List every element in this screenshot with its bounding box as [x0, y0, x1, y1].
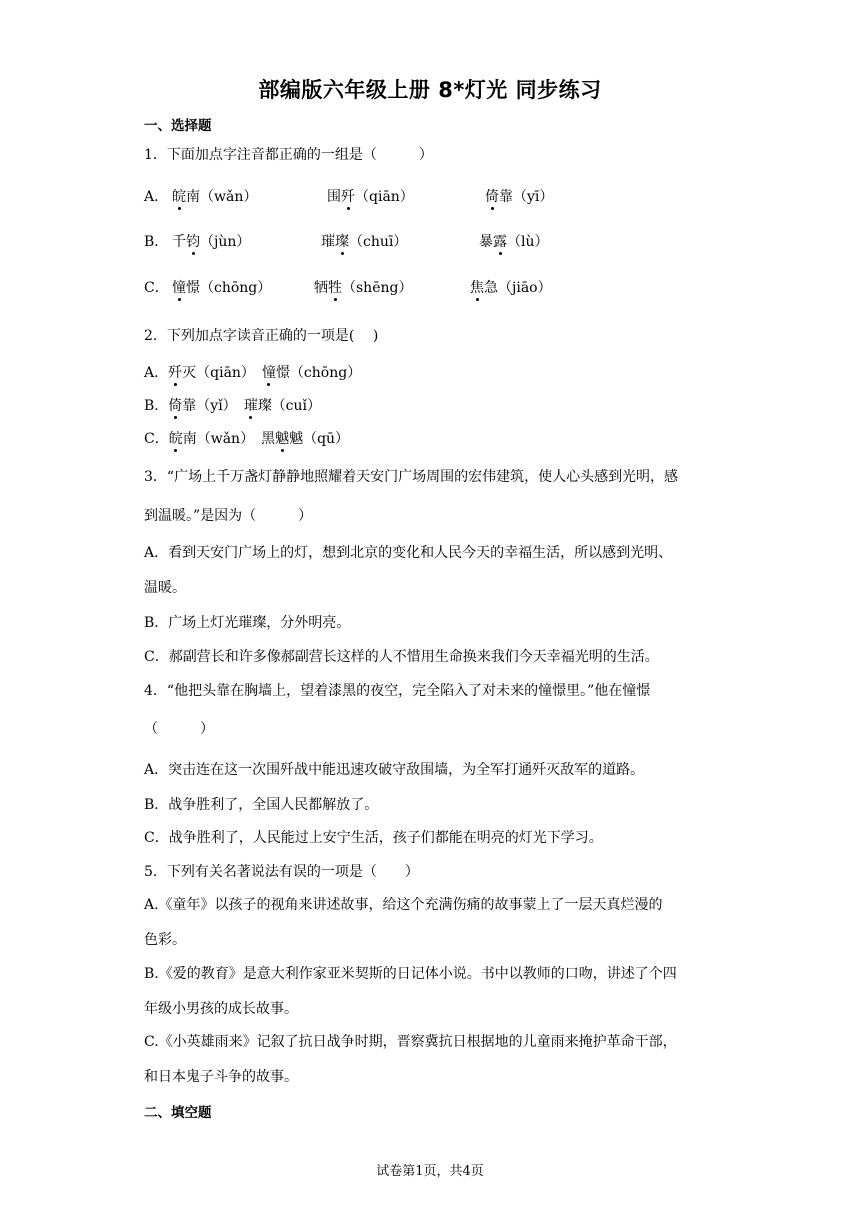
option-item	[314, 278, 412, 298]
option-label: C．	[144, 280, 169, 296]
option-item	[172, 278, 271, 298]
dotted-char: 歼	[168, 365, 183, 381]
question-3-option-b: B．广场上灯光璀璨，分外明亮。	[144, 615, 351, 631]
dotted-char: 魆	[275, 431, 290, 447]
option-text: 黑	[261, 431, 276, 447]
dotted-char: 璨	[335, 234, 349, 250]
dotted-char: 憧	[172, 280, 186, 296]
option-text: 千	[172, 234, 186, 250]
option-text: 牺	[314, 280, 328, 296]
question-1-stem: 1．下面加点字注音都正确的一组是（ ）	[144, 147, 433, 163]
option-label: A．	[144, 365, 169, 381]
question-4-stem-line-2: （ ）	[144, 721, 214, 737]
option-text: 靠（yī）	[499, 189, 554, 205]
dotted-char: 钧	[186, 234, 200, 250]
dotted-char: 倚	[485, 189, 499, 205]
question-5-option-a-line-2: 色彩。	[144, 932, 186, 948]
option-text: 南（wǎn）	[186, 189, 258, 205]
option-item	[172, 232, 250, 252]
option-text: 憬（chōng）	[275, 365, 362, 381]
question-2-option-b	[144, 396, 321, 416]
question-5-option-c-line-1: C.《小英雄雨来》记叙了抗日战争时期，晋察冀抗日根据地的儿童雨来掩护革命干部，	[144, 1034, 677, 1050]
option-text: 璨（cuǐ）	[257, 398, 322, 414]
option-label: A．	[144, 189, 169, 205]
question-4-stem-line-1: 4．“他把头靠在胸墙上，望着漆黑的夜空，完全陷入了对未来的憧憬里。”他在憧憬	[144, 683, 651, 699]
question-2-option-a	[144, 363, 361, 383]
option-text: 围	[327, 189, 341, 205]
question-2-option-c	[144, 429, 349, 449]
dotted-char: 牲	[328, 280, 342, 296]
dotted-char: 歼	[341, 189, 355, 205]
question-5-option-b-line-2: 年级小男孩的成长故事。	[144, 1001, 298, 1017]
question-3-option-c: C．郝副营长和许多像郝副营长这样的人不惜用生命换来我们今天幸福光明的生活。	[144, 649, 659, 665]
option-text: 璀	[321, 234, 335, 250]
question-4-option-a: A．突击连在这一次围歼战中能迅速攻破守敌围墙，为全军打通歼灭敌军的道路。	[144, 762, 645, 778]
question-2-stem: 2．下列加点字读音正确的一项是( )	[144, 328, 379, 344]
option-text: 憬（chōng）	[186, 280, 272, 296]
question-4-option-c: C．战争胜利了，人民能过上安宁生活，孩子们都能在明亮的灯光下学习。	[144, 830, 603, 846]
page-footer: 试卷第1页，共4页	[376, 1164, 484, 1179]
option-text: 灭（qiān）	[182, 365, 248, 381]
option-text: 暴	[479, 234, 493, 250]
question-4-option-b: B．战争胜利了，全国人民都解放了。	[144, 797, 379, 813]
option-text: 急（jiāo）	[484, 280, 552, 296]
option-item	[327, 187, 414, 207]
dotted-char: 皖	[172, 189, 186, 205]
question-3-stem-line-2: 到温暖。”是因为（ ）	[144, 508, 313, 524]
question-3-option-a-line-2: 温暖。	[144, 580, 186, 596]
option-item	[479, 232, 549, 252]
option-label: C．	[144, 431, 169, 447]
dotted-char: 倚	[168, 398, 183, 414]
option-item	[485, 187, 553, 207]
option-text: （shēng）	[342, 280, 413, 296]
dotted-char: 焦	[470, 280, 484, 296]
option-label: B．	[144, 234, 169, 250]
question-3-option-a-line-1: A．看到天安门广场上的灯，想到北京的变化和人民今天的幸福生活，所以感到光明、	[144, 545, 673, 561]
option-text: （jùn）	[200, 234, 251, 250]
option-label: B．	[144, 398, 169, 414]
section-heading-fill: 二、填空题	[144, 1105, 212, 1121]
question-3-stem-line-1: 3．“广场上千万盏灯静静地照耀着天安门广场周围的宏伟建筑，使人心头感到光明，感	[144, 469, 679, 485]
question-5-option-c-line-2: 和日本鬼子斗争的故事。	[144, 1069, 298, 1085]
option-item	[321, 232, 407, 252]
dotted-char: 露	[493, 234, 507, 250]
option-text: （chuī）	[349, 234, 408, 250]
option-item	[172, 187, 257, 207]
question-5-option-b-line-1: B.《爱的教育》是意大利作家亚米契斯的日记体小说。书中以教师的口吻，讲述了个四	[144, 966, 677, 982]
dotted-char: 璀	[243, 398, 258, 414]
dotted-char: 憧	[261, 365, 276, 381]
question-5-option-a-line-1: A.《童年》以孩子的视角来讲述故事，给这个充满伤痛的故事蒙上了一层天真烂漫的	[144, 897, 663, 913]
page-title: 部编版六年级上册 8*灯光 同步练习	[258, 78, 602, 102]
option-text: （lù）	[507, 234, 549, 250]
option-text: （qiān）	[355, 189, 414, 205]
option-text: 魆（qū）	[289, 431, 350, 447]
section-heading-choice: 一、选择题	[144, 118, 212, 134]
option-item	[470, 278, 552, 298]
option-text: 靠（yǐ）	[182, 398, 230, 414]
dotted-char: 皖	[168, 431, 183, 447]
question-5-stem: 5．下列有关名著说法有误的一项是（ ）	[144, 864, 419, 880]
option-text: 南（wǎn）	[182, 431, 248, 447]
